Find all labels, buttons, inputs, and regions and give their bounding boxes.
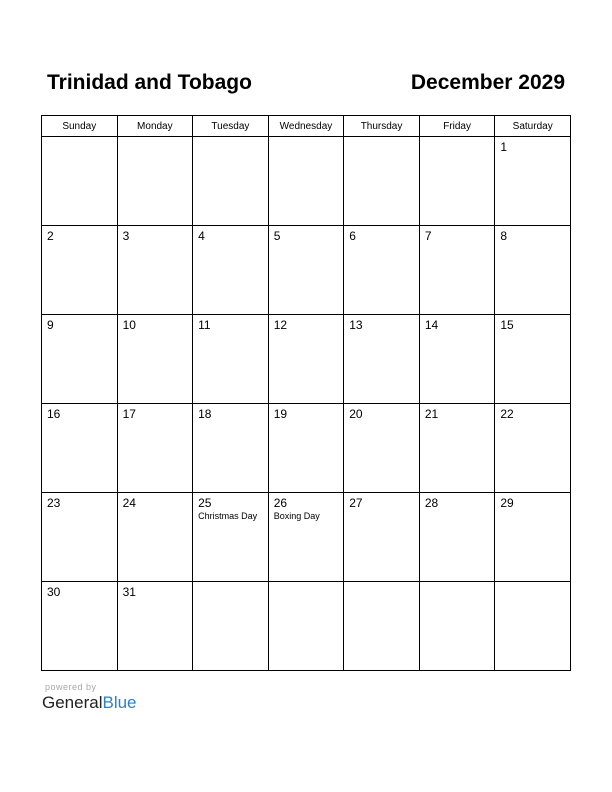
day-number: 21 (424, 407, 439, 421)
day-number: 26 (273, 496, 288, 510)
calendar-week-row (42, 582, 571, 671)
calendar-day-cell (344, 315, 420, 404)
day-number: 27 (349, 496, 363, 510)
day-number (193, 582, 268, 585)
day-number: 8 (500, 229, 508, 243)
day-number: 23 (47, 496, 61, 510)
day-number: 19 (273, 407, 288, 421)
calendar-week-row (42, 226, 571, 315)
calendar-day-cell (117, 226, 193, 315)
calendar-day-cell (268, 137, 344, 226)
day-number (420, 582, 495, 585)
calendar-day-cell (344, 582, 420, 671)
calendar-day-cell (419, 493, 495, 582)
calendar-day-cell (42, 137, 118, 226)
calendar-day-cell (495, 493, 571, 582)
day-number (344, 137, 419, 140)
day-number: 31 (122, 585, 136, 599)
calendar-day-cell (42, 582, 118, 671)
calendar-day-cell (495, 137, 571, 226)
brand-blue-text: Blue (102, 693, 137, 712)
calendar-day-cell (42, 226, 118, 315)
weekday-header: Tuesday (193, 116, 269, 137)
day-number: 14 (424, 318, 439, 332)
day-number: 1 (500, 140, 508, 154)
day-number (420, 137, 495, 140)
calendar-day-cell (419, 137, 495, 226)
calendar-day-cell (193, 582, 269, 671)
calendar-day-cell (193, 226, 269, 315)
weekday-header: Saturday (495, 116, 571, 137)
day-number: 3 (122, 229, 130, 243)
day-number (269, 582, 344, 585)
day-number: 16 (47, 407, 61, 421)
calendar-day-cell (193, 493, 269, 582)
calendar-day-cell (419, 315, 495, 404)
day-number: 30 (47, 585, 61, 599)
calendar-day-cell (419, 226, 495, 315)
day-number: 10 (122, 318, 136, 332)
day-number: 28 (424, 496, 439, 510)
calendar-week-row (42, 315, 571, 404)
day-number (118, 137, 193, 140)
calendar-day-cell (117, 493, 193, 582)
day-number: 22 (500, 407, 514, 421)
calendar-week-row (42, 137, 571, 226)
calendar-day-cell (495, 582, 571, 671)
weekday-header: Friday (419, 116, 495, 137)
calendar-week-row (42, 404, 571, 493)
calendar-day-cell (268, 404, 344, 493)
calendar-day-cell (268, 493, 344, 582)
calendar-day-cell (117, 137, 193, 226)
calendar-country-title: Trinidad and Tobago (47, 71, 252, 94)
day-number: 7 (424, 229, 432, 243)
weekday-header: Thursday (344, 116, 420, 137)
calendar-day-cell (42, 315, 118, 404)
calendar-month-title: December 2029 (410, 71, 565, 94)
day-number: 20 (349, 407, 363, 421)
calendar-grid (41, 115, 571, 671)
calendar-day-cell (42, 404, 118, 493)
day-number (344, 582, 419, 585)
day-number: 29 (500, 496, 514, 510)
calendar-day-cell (344, 404, 420, 493)
calendar-day-cell (344, 226, 420, 315)
day-number: 12 (273, 318, 288, 332)
day-number: 17 (122, 407, 136, 421)
day-number: 24 (122, 496, 136, 510)
calendar-day-cell (419, 404, 495, 493)
generalblue-logo (42, 693, 137, 713)
calendar-day-cell (419, 582, 495, 671)
calendar-day-cell (193, 315, 269, 404)
day-number: 5 (273, 229, 281, 243)
day-number: 4 (198, 229, 205, 243)
calendar-day-cell (495, 226, 571, 315)
calendar-day-cell (193, 137, 269, 226)
day-number (42, 137, 117, 140)
calendar-day-cell (117, 582, 193, 671)
day-number (193, 137, 268, 140)
weekday-header-row (42, 116, 571, 137)
calendar-day-cell (117, 404, 193, 493)
weekday-header: Monday (117, 116, 193, 137)
holiday-label: Boxing Day (273, 511, 320, 521)
calendar-day-cell (117, 315, 193, 404)
weekday-header: Sunday (42, 116, 118, 137)
calendar-day-cell (344, 137, 420, 226)
day-number: 6 (349, 229, 356, 243)
weekday-header: Wednesday (268, 116, 344, 137)
day-number: 2 (47, 229, 54, 243)
day-number: 9 (47, 318, 54, 332)
calendar-day-cell (268, 315, 344, 404)
calendar-week-row (42, 493, 571, 582)
day-number: 25 (198, 496, 212, 510)
day-number (495, 582, 570, 585)
calendar-day-cell (193, 404, 269, 493)
day-number: 15 (500, 318, 514, 332)
day-number (269, 137, 344, 140)
calendar-day-cell (344, 493, 420, 582)
calendar-day-cell (495, 315, 571, 404)
powered-by-text: powered by (45, 682, 97, 692)
day-number: 13 (349, 318, 363, 332)
calendar-day-cell (495, 404, 571, 493)
day-number: 11 (198, 318, 211, 332)
holiday-label: Christmas Day (198, 511, 258, 521)
calendar-day-cell (268, 226, 344, 315)
day-number: 18 (198, 407, 212, 421)
calendar-day-cell (268, 582, 344, 671)
brand-general-text: General (42, 693, 103, 712)
calendar-day-cell (42, 493, 118, 582)
